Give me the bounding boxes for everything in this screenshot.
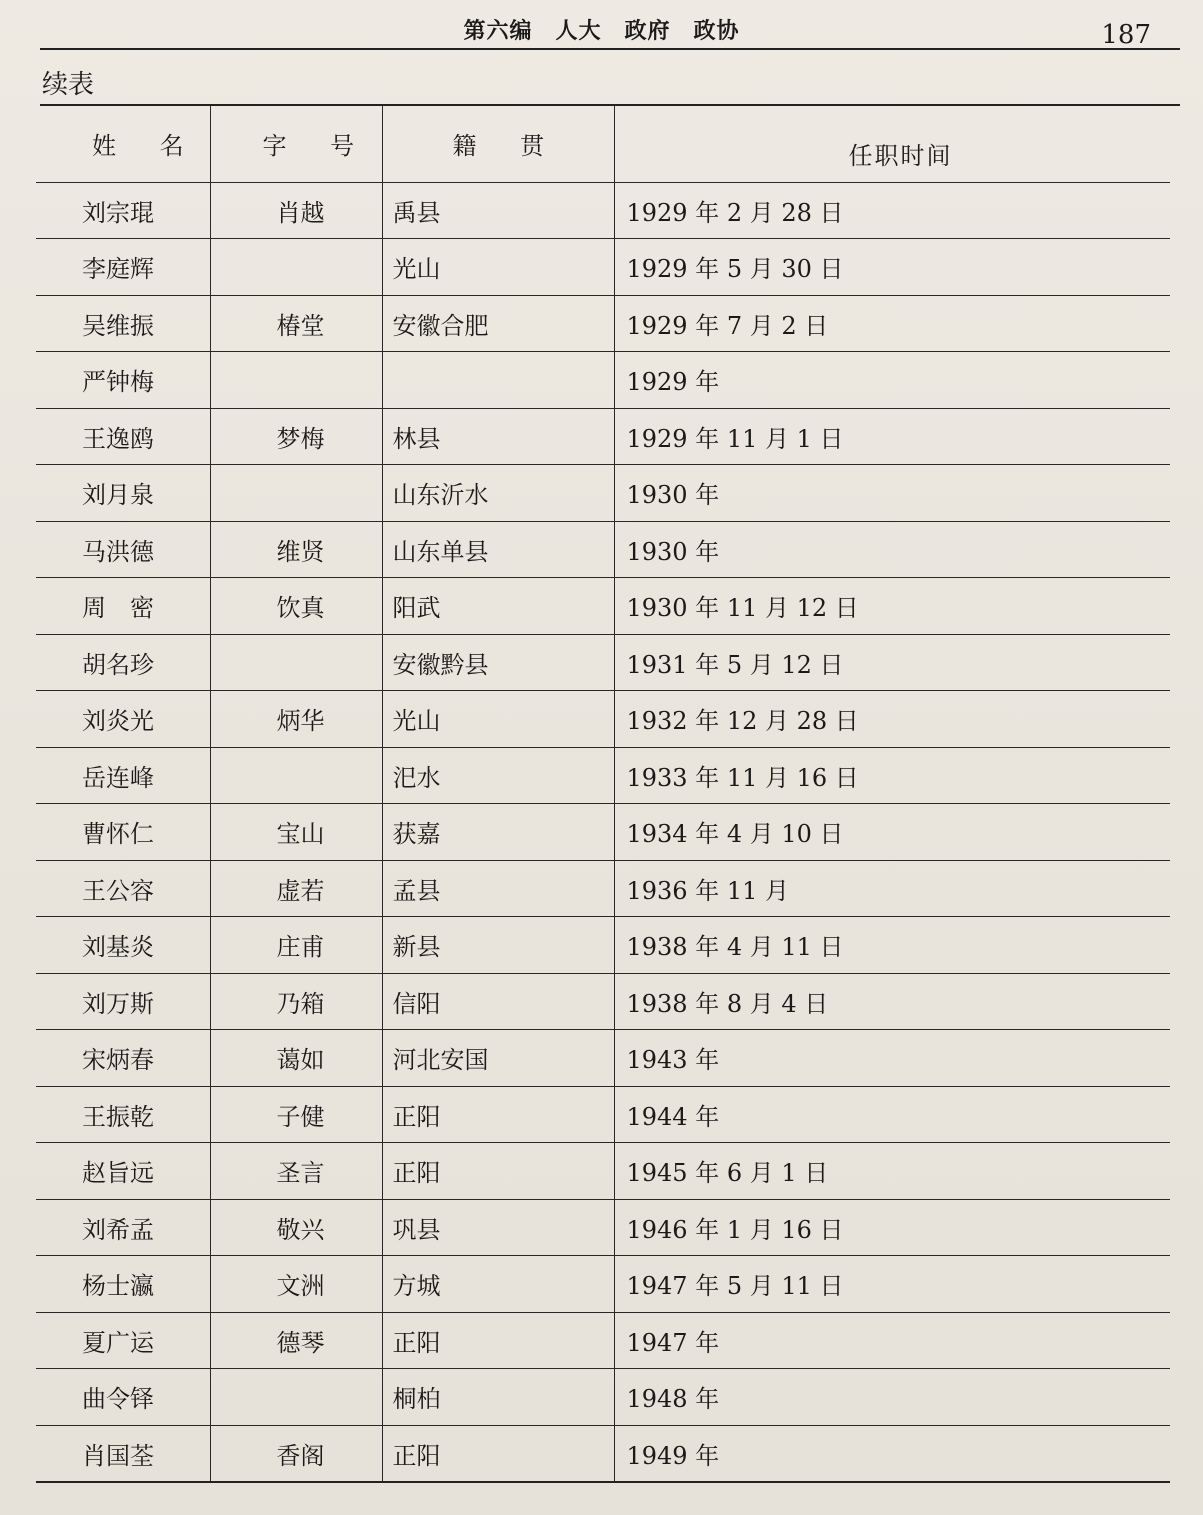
cell-alias: 敬兴 <box>210 1199 382 1256</box>
cell-term-date: 1934 年 4 月 10 日 <box>614 804 1170 861</box>
cell-native-place: 光山 <box>382 691 614 748</box>
cell-name: 刘月泉 <box>36 465 210 522</box>
cell-native-place: 汜水 <box>382 747 614 804</box>
cell-term-date: 1947 年 5 月 11 日 <box>614 1256 1170 1313</box>
table-row <box>36 973 1170 1030</box>
cell-alias: 饮真 <box>210 578 382 635</box>
cell-native-place: 正阳 <box>382 1143 614 1200</box>
cell-name: 夏广运 <box>36 1312 210 1369</box>
cell-alias <box>210 747 382 804</box>
cell-name: 王公容 <box>36 860 210 917</box>
cell-alias: 椿堂 <box>210 295 382 352</box>
cell-name: 曹怀仁 <box>36 804 210 861</box>
table-row <box>36 747 1170 804</box>
cell-native-place: 正阳 <box>382 1312 614 1369</box>
cell-alias: 庄甫 <box>210 917 382 974</box>
table-row <box>36 917 1170 974</box>
cell-alias <box>210 634 382 691</box>
cell-name: 周 密 <box>36 578 210 635</box>
table-row <box>36 860 1170 917</box>
cell-native-place: 林县 <box>382 408 614 465</box>
table-row <box>36 578 1170 635</box>
table-row <box>36 1086 1170 1143</box>
cell-name: 刘炎光 <box>36 691 210 748</box>
cell-native-place: 新县 <box>382 917 614 974</box>
cell-native-place: 安徽合肥 <box>382 295 614 352</box>
page-number: 187 <box>1101 20 1151 50</box>
cell-native-place <box>382 352 614 409</box>
table-row <box>36 295 1170 352</box>
cell-term-date: 1929 年 7 月 2 日 <box>614 295 1170 352</box>
cell-native-place: 获嘉 <box>382 804 614 861</box>
column-header-native-place: 籍 贯 <box>382 106 614 182</box>
cell-term-date: 1948 年 <box>614 1369 1170 1426</box>
cell-native-place: 巩县 <box>382 1199 614 1256</box>
cell-name: 吴维振 <box>36 295 210 352</box>
cell-alias: 德琴 <box>210 1312 382 1369</box>
cell-native-place: 正阳 <box>382 1425 614 1482</box>
table-row <box>36 521 1170 578</box>
cell-native-place: 信阳 <box>382 973 614 1030</box>
cell-term-date: 1936 年 11 月 <box>614 860 1170 917</box>
cell-alias <box>210 465 382 522</box>
cell-term-date: 1929 年 2 月 28 日 <box>614 182 1170 239</box>
cell-native-place: 山东沂水 <box>382 465 614 522</box>
cell-name: 王振乾 <box>36 1086 210 1143</box>
cell-name: 曲令铎 <box>36 1369 210 1426</box>
table-row <box>36 634 1170 691</box>
table-row <box>36 804 1170 861</box>
cell-term-date: 1929 年 11 月 1 日 <box>614 408 1170 465</box>
column-header-name: 姓 名 <box>36 106 210 182</box>
table-row <box>36 1143 1170 1200</box>
cell-name: 李庭辉 <box>36 239 210 296</box>
cell-term-date: 1938 年 8 月 4 日 <box>614 973 1170 1030</box>
cell-alias: 宝山 <box>210 804 382 861</box>
cell-term-date: 1944 年 <box>614 1086 1170 1143</box>
cell-native-place: 孟县 <box>382 860 614 917</box>
cell-name: 岳连峰 <box>36 747 210 804</box>
cell-native-place: 河北安国 <box>382 1030 614 1087</box>
cell-native-place: 禹县 <box>382 182 614 239</box>
cell-native-place: 安徽黔县 <box>382 634 614 691</box>
cell-name: 宋炳春 <box>36 1030 210 1087</box>
table-row <box>36 1030 1170 1087</box>
table-row <box>36 408 1170 465</box>
cell-name: 杨士瀛 <box>36 1256 210 1313</box>
cell-native-place: 方城 <box>382 1256 614 1313</box>
cell-alias: 子健 <box>210 1086 382 1143</box>
cell-name: 刘万斯 <box>36 973 210 1030</box>
table-row <box>36 1256 1170 1313</box>
cell-term-date: 1933 年 11 月 16 日 <box>614 747 1170 804</box>
cell-alias: 炳华 <box>210 691 382 748</box>
column-header-term-date: 任职时间 <box>614 106 1170 182</box>
table-row <box>36 691 1170 748</box>
cell-term-date: 1929 年 <box>614 352 1170 409</box>
cell-name: 赵旨远 <box>36 1143 210 1200</box>
cell-term-date: 1931 年 5 月 12 日 <box>614 634 1170 691</box>
table-body <box>36 182 1170 1482</box>
table-row <box>36 352 1170 409</box>
cell-term-date: 1930 年 11 月 12 日 <box>614 578 1170 635</box>
cell-alias: 圣言 <box>210 1143 382 1200</box>
table-header-row <box>36 106 1170 182</box>
cell-alias <box>210 1369 382 1426</box>
table-row <box>36 1199 1170 1256</box>
cell-native-place: 光山 <box>382 239 614 296</box>
cell-term-date: 1945 年 6 月 1 日 <box>614 1143 1170 1200</box>
cell-alias: 梦梅 <box>210 408 382 465</box>
cell-term-date: 1929 年 5 月 30 日 <box>614 239 1170 296</box>
cell-native-place: 正阳 <box>382 1086 614 1143</box>
officials-table <box>36 106 1170 1483</box>
cell-name: 严钟梅 <box>36 352 210 409</box>
running-title: 第六编 人大 政府 政协 <box>463 18 740 44</box>
table-row <box>36 239 1170 296</box>
cell-name: 肖国荃 <box>36 1425 210 1482</box>
table-row <box>36 1369 1170 1426</box>
header-rule <box>40 48 1180 50</box>
cell-term-date: 1930 年 <box>614 521 1170 578</box>
cell-native-place: 阳武 <box>382 578 614 635</box>
column-header-alias: 字 号 <box>210 106 382 182</box>
cell-alias: 虚若 <box>210 860 382 917</box>
cell-term-date: 1932 年 12 月 28 日 <box>614 691 1170 748</box>
cell-native-place: 桐柏 <box>382 1369 614 1426</box>
cell-alias: 蔼如 <box>210 1030 382 1087</box>
cell-alias: 文洲 <box>210 1256 382 1313</box>
cell-alias: 肖越 <box>210 182 382 239</box>
cell-alias <box>210 352 382 409</box>
table-row <box>36 182 1170 239</box>
cell-term-date: 1938 年 4 月 11 日 <box>614 917 1170 974</box>
cell-alias <box>210 239 382 296</box>
cell-term-date: 1949 年 <box>614 1425 1170 1482</box>
table-row <box>36 1312 1170 1369</box>
cell-name: 王逸鸥 <box>36 408 210 465</box>
cell-term-date: 1946 年 1 月 16 日 <box>614 1199 1170 1256</box>
cell-term-date: 1943 年 <box>614 1030 1170 1087</box>
cell-alias: 乃箱 <box>210 973 382 1030</box>
cell-name: 刘基炎 <box>36 917 210 974</box>
cell-name: 刘希孟 <box>36 1199 210 1256</box>
cell-native-place: 山东单县 <box>382 521 614 578</box>
cell-name: 刘宗琨 <box>36 182 210 239</box>
cell-term-date: 1947 年 <box>614 1312 1170 1369</box>
table-row <box>36 465 1170 522</box>
table-row <box>36 1425 1170 1482</box>
cell-alias: 香阁 <box>210 1425 382 1482</box>
cell-name: 马洪德 <box>36 521 210 578</box>
cell-term-date: 1930 年 <box>614 465 1170 522</box>
cell-alias: 维贤 <box>210 521 382 578</box>
continued-label: 续表 <box>42 70 95 100</box>
cell-name: 胡名珍 <box>36 634 210 691</box>
